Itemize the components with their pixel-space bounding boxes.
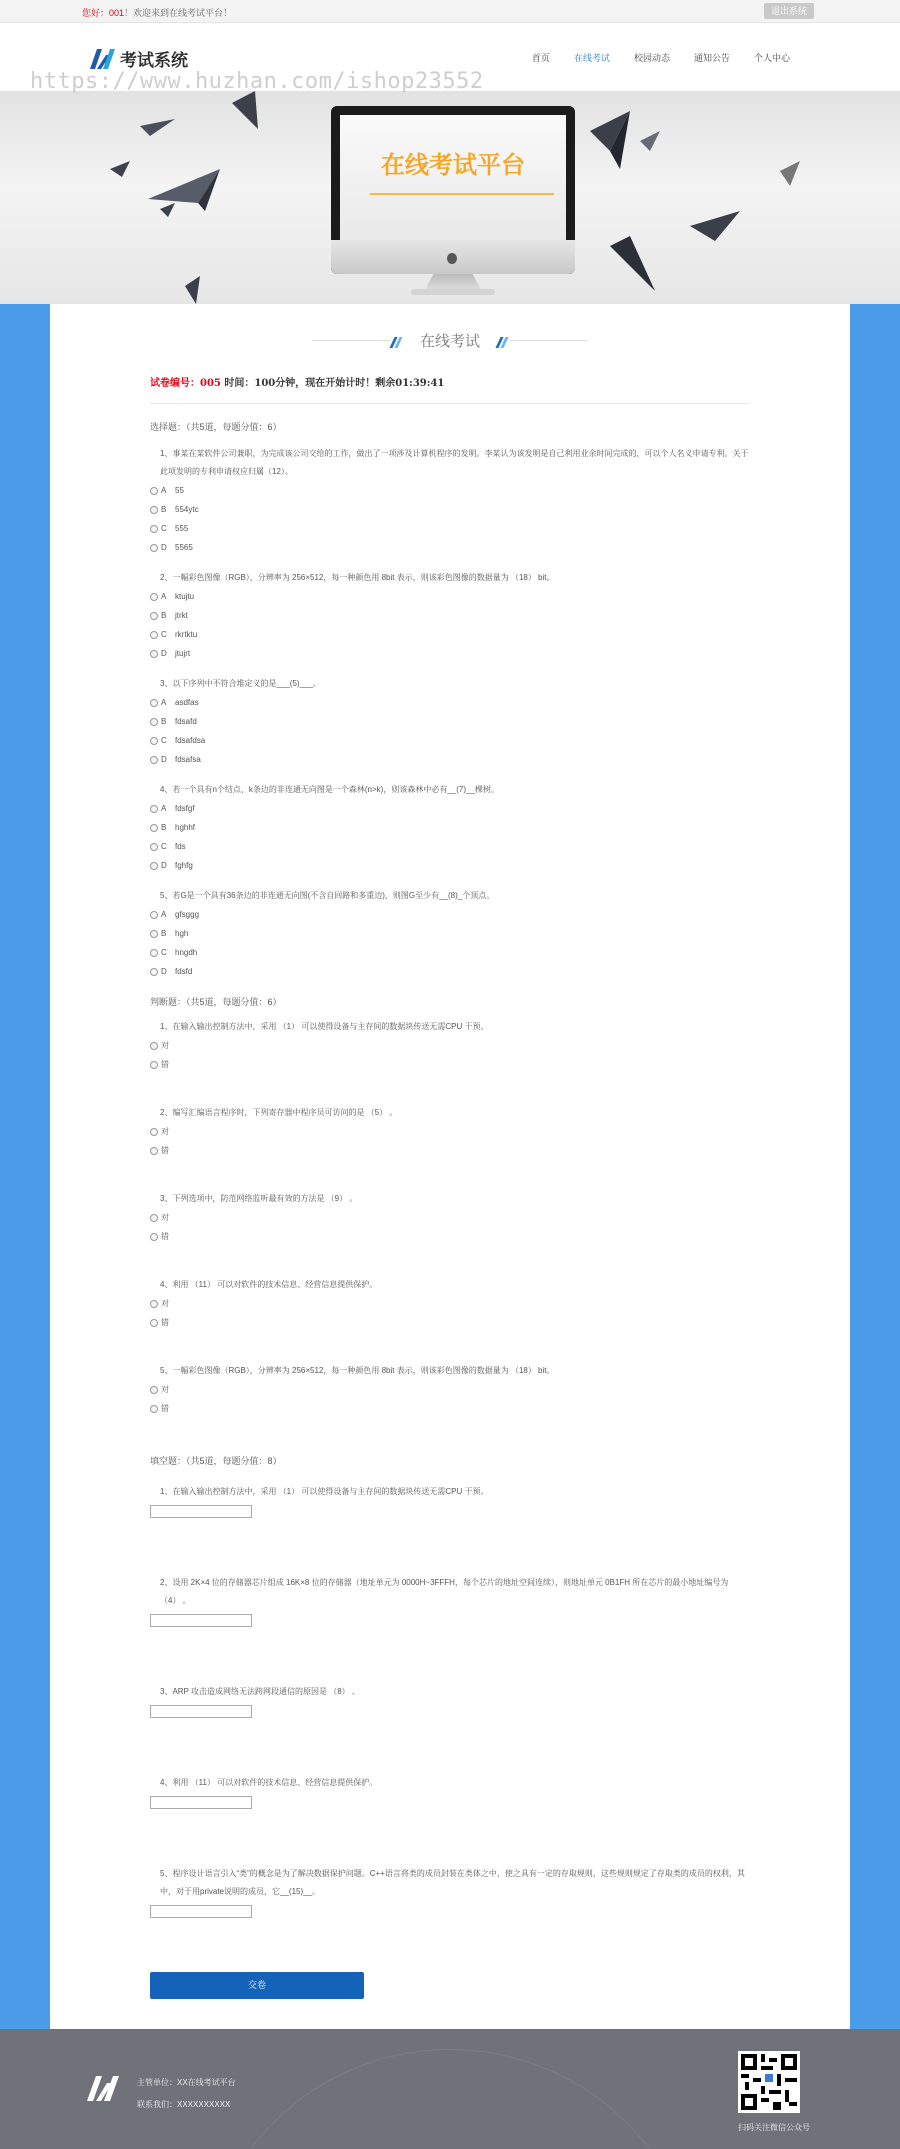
choice-option[interactable] <box>150 519 750 538</box>
nav-home[interactable]: 首页 <box>531 53 550 63</box>
radio-button[interactable] <box>150 1061 158 1069</box>
false-option[interactable] <box>150 1313 750 1332</box>
radio-button[interactable] <box>150 1042 158 1050</box>
monitor-screen <box>340 115 566 240</box>
slash-icon <box>392 335 402 345</box>
radio-button[interactable] <box>150 805 158 813</box>
option-letter: A <box>161 804 167 813</box>
option-letter: A <box>161 592 167 601</box>
radio-button[interactable] <box>150 968 158 976</box>
monitor-graphic <box>331 106 575 274</box>
radio-button[interactable] <box>150 525 158 533</box>
radio-button[interactable] <box>150 1128 158 1136</box>
question-text: 3、ARP 攻击造成网络无法跨网段通信的原因是 （8） 。 <box>160 1687 360 1696</box>
tf-question-list <box>150 1018 750 1438</box>
banner-title-underline <box>370 193 554 195</box>
option-text: fghfg <box>175 861 193 870</box>
qr-caption: 扫码关注微信公众号 <box>738 2123 810 2132</box>
choice-option[interactable] <box>150 644 750 663</box>
radio-button[interactable] <box>150 911 158 919</box>
true-option[interactable] <box>150 1036 750 1055</box>
greeting-text <box>82 6 232 19</box>
exam-panel <box>50 304 850 2029</box>
question-text: 4、利用 （11） 可以对软件的技术信息、经营信息提供保护。 <box>160 1280 378 1289</box>
choice-option[interactable] <box>150 924 750 943</box>
option-text: fds <box>175 842 186 851</box>
fill-question-list <box>150 1483 750 1958</box>
choice-option[interactable] <box>150 962 750 981</box>
false-option[interactable] <box>150 1141 750 1160</box>
monitor-stand <box>425 274 481 290</box>
radio-button[interactable] <box>150 487 158 495</box>
greeting-welcome: ！欢迎来到在线考试平台！ <box>124 8 233 18</box>
option-letter: B <box>161 717 167 726</box>
option-text: fdsfd <box>175 967 193 976</box>
radio-button[interactable] <box>150 612 158 620</box>
logo-mark-icon <box>88 45 116 71</box>
option-letter: C <box>161 842 167 851</box>
radio-button[interactable] <box>150 544 158 552</box>
option-text: fdsafsa <box>175 755 201 764</box>
option-text: 55 <box>175 486 184 495</box>
choice-question-list <box>150 445 750 981</box>
option-letter: B <box>161 823 167 832</box>
question-text: 3、以下序列中不符合堆定义的是___(5)___。 <box>160 679 321 688</box>
question-text: 5、若G是一个具有36条边的非连通无向图(不含自回路和多重边)，则图G至少有__(8)_个顶点。 <box>160 891 495 900</box>
choice-option[interactable] <box>150 538 750 557</box>
option-text: 对 <box>161 1299 169 1308</box>
question-text: 1、事某在某软件公司兼职，为完成该公司交给的工作，做出了一项涉及计算机程序的发明。李某认为该发明是自己利用业余时间完成的，可以个人名义申请专利。关于此项发明的专利申请权应归属（12）。 <box>160 449 749 476</box>
option-letter: C <box>161 630 167 639</box>
option-text: 错 <box>161 1318 169 1327</box>
radio-button[interactable] <box>150 631 158 639</box>
logout-button[interactable]: 退出系统 <box>764 3 814 19</box>
radio-button[interactable] <box>150 1233 158 1241</box>
main-nav <box>508 51 790 64</box>
option-letter: D <box>161 967 167 976</box>
choice-option[interactable] <box>150 731 750 750</box>
choice-option[interactable] <box>150 750 750 769</box>
true-option[interactable] <box>150 1122 750 1141</box>
option-letter: C <box>161 524 167 533</box>
radio-button[interactable] <box>150 593 158 601</box>
submit-exam-button[interactable]: 交卷 <box>150 1972 364 1999</box>
choice-question <box>150 887 750 981</box>
true-option[interactable] <box>150 1208 750 1227</box>
nav-campus-news[interactable]: 校园动态 <box>633 53 670 63</box>
hero-banner <box>0 91 900 304</box>
question-text: 2、设用 2K×4 位的存储器芯片组成 16K×8 位的存储器（地址单元为 0000H~3FFFH，每个芯片的地址空间连续），则地址单元 0B1FH 所在芯片的最小地址编号为 （4） 。 <box>160 1578 729 1605</box>
radio-button[interactable] <box>150 843 158 851</box>
site-header <box>0 23 900 94</box>
fill-question <box>150 1865 750 1958</box>
radio-button[interactable] <box>150 1386 158 1394</box>
question-text: 5、程序设计语言引入“类”的概念是为了解决数据保护问题。C++语言将类的成员封装在类体之中，使之具有一定的存取规则，这些规则规定了存取类的成员的权利，其中，对于用private说明的成员，它__(15)__。 <box>160 1869 745 1896</box>
option-text: 对 <box>161 1127 169 1136</box>
answer-input[interactable] <box>150 1796 252 1809</box>
top-bar <box>0 0 900 23</box>
radio-button[interactable] <box>150 699 158 707</box>
question-text: 5、一幅彩色图像（RGB），分辨率为 256×512，每一种颜色用 8bit 表示，则该彩色图像的数据量为 （18） bit。 <box>160 1366 555 1375</box>
section-title: 在线考试 <box>419 332 480 350</box>
option-letter: B <box>161 505 167 514</box>
option-letter: D <box>161 543 167 552</box>
option-letter: D <box>161 755 167 764</box>
choice-question <box>150 781 750 875</box>
fill-question <box>150 1574 750 1667</box>
site-footer <box>0 2029 900 2149</box>
radio-button[interactable] <box>150 862 158 870</box>
radio-button[interactable] <box>150 737 158 745</box>
radio-button[interactable] <box>150 930 158 938</box>
option-letter: C <box>161 948 167 957</box>
choice-option[interactable] <box>150 500 750 519</box>
answer-input[interactable] <box>150 1505 252 1518</box>
radio-button[interactable] <box>150 949 158 957</box>
option-text: 对 <box>161 1385 169 1394</box>
greeting-user: 您好：001 <box>82 8 125 18</box>
option-letter: B <box>161 929 167 938</box>
apple-logo-icon <box>447 253 457 264</box>
monitor-chin <box>331 240 575 274</box>
fill-question <box>150 1774 750 1849</box>
radio-button[interactable] <box>150 506 158 514</box>
logo-text: 考试系统 <box>120 50 188 71</box>
nav-user-center[interactable]: 个人中心 <box>753 53 790 63</box>
option-text: jtrkt <box>175 611 188 620</box>
fill-question <box>150 1683 750 1758</box>
nav-online-exam[interactable]: 在线考试 <box>573 53 610 63</box>
tf-question <box>150 1104 750 1180</box>
option-text: rkrtktu <box>175 630 198 639</box>
option-text: jtujrt <box>175 649 191 658</box>
fill-group-header: 填空题：（共5道，每题分值：8） <box>150 1456 282 1466</box>
option-text: 555 <box>175 524 189 533</box>
choice-group-header: 选择题：（共5道，每题分值：6） <box>150 422 282 432</box>
site-logo[interactable] <box>88 45 188 71</box>
nav-notices[interactable]: 通知公告 <box>693 53 730 63</box>
option-text: fdsfgf <box>175 804 195 813</box>
option-letter: A <box>161 910 167 919</box>
wechat-qr-code <box>738 2051 800 2113</box>
option-text: 5565 <box>175 543 193 552</box>
choice-option[interactable] <box>150 693 750 712</box>
footer-info <box>137 2072 236 2116</box>
option-letter: A <box>161 486 167 495</box>
option-text: fdsafdsa <box>175 736 206 745</box>
question-text: 3、下列选项中，防范网络监听最有效的方法是 （9） 。 <box>160 1194 358 1203</box>
radio-button[interactable] <box>150 1300 158 1308</box>
answer-input[interactable] <box>150 1705 252 1718</box>
tf-question <box>150 1362 750 1438</box>
option-text: asdfas <box>175 698 199 707</box>
option-text: 错 <box>161 1404 169 1413</box>
choice-option[interactable] <box>150 606 750 625</box>
true-option[interactable] <box>150 1380 750 1399</box>
option-letter: C <box>161 736 167 745</box>
radio-button[interactable] <box>150 650 158 658</box>
question-text: 4、若一个具有n个结点、k条边的非连通无向图是一个森林(n>k)，则该森林中必有__(7)__棵树。 <box>160 785 499 794</box>
main-wrap <box>0 304 900 2029</box>
option-letter: A <box>161 698 167 707</box>
option-text: 错 <box>161 1232 169 1241</box>
radio-button[interactable] <box>150 824 158 832</box>
false-option[interactable] <box>150 1055 750 1074</box>
option-text: hgh <box>175 929 189 938</box>
radio-button[interactable] <box>150 718 158 726</box>
radio-button[interactable] <box>150 1214 158 1222</box>
answer-input[interactable] <box>150 1905 252 1918</box>
tf-group-header: 判断题：（共5道，每题分值：6） <box>150 997 282 1007</box>
option-text: gfsggg <box>175 910 200 919</box>
false-option[interactable] <box>150 1399 750 1418</box>
question-text: 2、编写汇编语言程序时，下列寄存器中程序员可访问的是 （5） 。 <box>160 1108 398 1117</box>
tf-question <box>150 1190 750 1266</box>
choice-option[interactable] <box>150 856 750 875</box>
radio-button[interactable] <box>150 756 158 764</box>
choice-question <box>150 675 750 769</box>
choice-option[interactable] <box>150 943 750 962</box>
option-letter: B <box>161 611 167 620</box>
radio-button[interactable] <box>150 1147 158 1155</box>
choice-option[interactable] <box>150 481 750 500</box>
heading-deco-right <box>496 335 588 345</box>
exam-timer: 时间：100分钟，现在开始计时！剩余01:39:41 <box>220 378 445 389</box>
question-text: 1、在输入输出控制方法中，采用 （1） 可以使得设备与主存间的数据块传送无需CPU 干预。 <box>160 1022 489 1031</box>
option-text: 554ytc <box>175 505 199 514</box>
footer-decor <box>200 2049 700 2149</box>
footer-logo-icon <box>85 2071 121 2103</box>
choice-option[interactable] <box>150 587 750 606</box>
choice-option[interactable] <box>150 905 750 924</box>
fill-question <box>150 1483 750 1558</box>
option-letter: D <box>161 861 167 870</box>
url-watermark: https://www.huzhan.com/ishop23552 <box>30 69 484 94</box>
tf-question <box>150 1018 750 1094</box>
qr-code-icon <box>741 2054 797 2110</box>
slash-icon <box>498 335 508 345</box>
option-text: 对 <box>161 1041 169 1050</box>
radio-button[interactable] <box>150 1405 158 1413</box>
option-text: 错 <box>161 1060 169 1069</box>
heading-deco-left <box>312 335 404 345</box>
choice-option[interactable] <box>150 625 750 644</box>
exam-number: 试卷编号：005 <box>150 378 221 389</box>
tf-question <box>150 1276 750 1352</box>
choice-question <box>150 569 750 663</box>
choice-question <box>150 445 750 557</box>
footer-host: 主管单位：XX在线考试平台 <box>137 2078 236 2087</box>
false-option[interactable] <box>150 1227 750 1246</box>
option-text: ktujtu <box>175 592 195 601</box>
true-option[interactable] <box>150 1294 750 1313</box>
choice-option[interactable] <box>150 837 750 856</box>
choice-option[interactable] <box>150 818 750 837</box>
option-text: hngdh <box>175 948 198 957</box>
radio-button[interactable] <box>150 1319 158 1327</box>
banner-title: 在线考试平台 <box>381 151 525 179</box>
monitor-stand-base <box>411 289 495 295</box>
footer-contact: 联系我们：XXXXXXXXXX <box>137 2100 231 2109</box>
answer-input[interactable] <box>150 1614 252 1627</box>
option-text: hghhf <box>175 823 196 832</box>
exam-info <box>150 374 750 404</box>
option-text: 对 <box>161 1213 169 1222</box>
question-text: 4、利用 （11） 可以对软件的技术信息、经营信息提供保护。 <box>160 1778 378 1787</box>
question-text: 1、在输入输出控制方法中，采用 （1） 可以使得设备与主存间的数据块传送无需CPU 干预。 <box>160 1487 489 1496</box>
choice-option[interactable] <box>150 799 750 818</box>
option-text: fdsafd <box>175 717 197 726</box>
option-letter: D <box>161 649 167 658</box>
question-text: 2、一幅彩色图像（RGB），分辨率为 256×512，每一种颜色用 8bit 表示，则该彩色图像的数据量为 （18） bit。 <box>160 573 555 582</box>
section-heading <box>150 304 750 348</box>
option-text: 错 <box>161 1146 169 1155</box>
choice-option[interactable] <box>150 712 750 731</box>
